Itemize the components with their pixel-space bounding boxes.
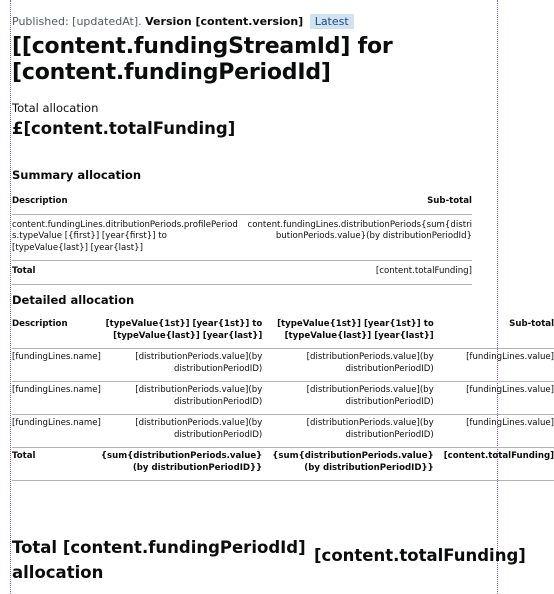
total-allocation-value: £[content.totalFunding] — [12, 119, 236, 138]
funding-line-value: [fundingLines.value] — [444, 415, 554, 448]
detailed-col-period-1: [typeValue{1st}] [year{1st}] to [typeValue{last}] [year{last}] — [101, 316, 272, 349]
summary-row-subtotal: content.fundingLines.distributionPeriods{sum{distributionPeriods.value}(by distributionPeriodId} — [247, 214, 472, 261]
detailed-total-period-2: {sum{distributionPeriods.value}(by distributionPeriodID}} — [272, 448, 443, 481]
period-1-value: [distributionPeriods.value](by distributionPeriodID) — [101, 349, 272, 382]
funding-line-name: [fundingLines.name] — [12, 415, 101, 448]
latest-tag: Latest — [310, 14, 354, 29]
footer-total-title: Total [content.fundingPeriodId] allocation — [12, 538, 306, 582]
detailed-col-period-2: [typeValue{1st}] [year{1st}] to [typeValue{last}] [year{last}] — [272, 316, 443, 349]
detailed-col-description: Description — [12, 316, 101, 349]
published-line — [12, 14, 354, 29]
table-row — [12, 382, 554, 415]
detailed-col-subtotal: Sub-total — [444, 316, 554, 349]
summary-col-description: Description — [12, 191, 247, 214]
funding-line-value: [fundingLines.value] — [444, 382, 554, 415]
summary-header-row — [12, 191, 472, 214]
table-row — [12, 349, 554, 382]
detailed-total-row — [12, 448, 554, 481]
period-2-value: [distributionPeriods.value](by distributionPeriodID) — [272, 382, 443, 415]
funding-line-name: [fundingLines.name] — [12, 349, 101, 382]
summary-heading: Summary allocation — [12, 168, 142, 182]
summary-col-subtotal: Sub-total — [247, 191, 472, 214]
funding-line-value: [fundingLines.value] — [444, 349, 554, 382]
period-2-value: [distributionPeriods.value](by distributionPeriodID) — [272, 415, 443, 448]
summary-table — [12, 191, 472, 285]
period-1-value: [distributionPeriods.value](by distributionPeriodID) — [101, 415, 272, 448]
detailed-table — [12, 316, 554, 481]
total-allocation-label: Total allocation — [12, 101, 99, 115]
detailed-heading: Detailed allocation — [12, 293, 135, 307]
detailed-header-row — [12, 316, 554, 349]
summary-row — [12, 214, 472, 261]
version-label: Version [content.version] — [145, 15, 304, 28]
published-label: Published: [updatedAt]. — [12, 15, 142, 28]
funding-line-name: [fundingLines.name] — [12, 382, 101, 415]
detailed-total-label: Total — [12, 448, 101, 481]
summary-total-row — [12, 261, 472, 285]
detailed-total-value: [content.totalFunding] — [444, 448, 554, 481]
footer-total-value: [content.totalFunding] — [314, 546, 526, 565]
table-row — [12, 415, 554, 448]
period-2-value: [distributionPeriods.value](by distributionPeriodID) — [272, 349, 443, 382]
left-guide-line — [10, 0, 11, 594]
summary-row-description: content.fundingLines.ditributionPeriods.profilePeriods.typeValue [{first}] [year{first}] to [typeValue{last}] [year{last}] — [12, 214, 247, 261]
right-guide-line — [497, 0, 498, 594]
summary-total-label: Total — [12, 261, 247, 285]
period-1-value: [distributionPeriods.value](by distributionPeriodID) — [101, 382, 272, 415]
page-title: [[content.fundingStreamId] for [content.fundingPeriodId] — [12, 34, 393, 85]
summary-total-value: [content.totalFunding] — [247, 261, 472, 285]
detailed-total-period-1: {sum{distributionPeriods.value}(by distributionPeriodID}} — [101, 448, 272, 481]
